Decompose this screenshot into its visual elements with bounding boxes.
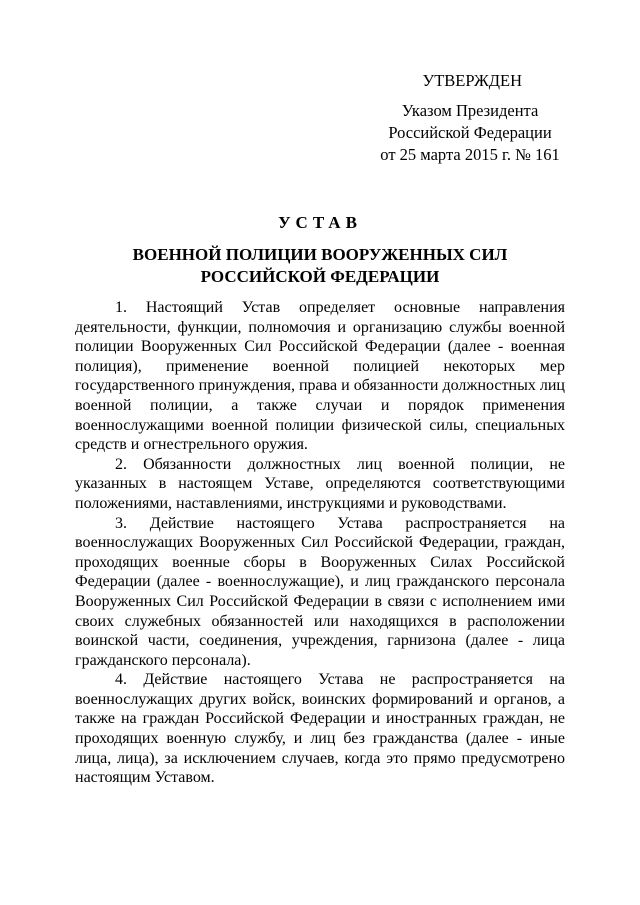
paragraph-1: 1. Настоящий Устав определяет основные направления деятельности, функции, полномочия и организацию службы военной полиции Вооруженных Сил Российской Федерации (далее - военная полиция), применение военной полицией некоторых мер государственного принуждения, права и обязанности должностных лиц военной полиции, а также случаи и порядок применения военнослужащими военной полиции физической силы, специальных средств и огнестрельного оружия. <box>75 299 565 454</box>
paragraph-4: 4. Действие настоящего Устава не распространяется на военнослужащих других войск, воинских формирований и органов, а также на граждан Российской Федерации и иностранных граждан, не проходящих военную службу, и лиц без гражданства (далее - иные лица, лица), за исключением случаев, когда это прямо предусмотрено настоящим Уставом. <box>75 671 565 787</box>
document-subtitle-line-1: ВОЕННОЙ ПОЛИЦИИ ВООРУЖЕННЫХ СИЛ <box>132 245 508 264</box>
document-body <box>75 298 565 788</box>
document-type: УСТАВ <box>278 213 362 232</box>
document-subtitle-line-2: РОССИЙСКОЙ ФЕДЕРАЦИИ <box>200 267 440 286</box>
paragraph-3: 3. Действие настоящего Устава распространяется на военнослужащих Вооруженных Сил Российской Федерации, граждан, проходящих военные сборы в Вооруженных Силах Российской Федерации (далее - военнослужащие), и лиц гражданского персонала Вооруженных Сил Российской Федерации в связи с исполнением ими своих служебных обязанностей или находящихся в расположении воинской части, соединения, учреждения, гарнизона (далее - лица гражданского персонала). <box>75 514 565 669</box>
approval-line-country: Российской Федерации <box>388 123 552 142</box>
approval-line-date: от 25 марта 2015 г. № 161 <box>380 145 560 164</box>
document-title <box>75 212 565 288</box>
approval-heading: УТВЕРЖДЕН <box>422 71 522 90</box>
approval-stamp <box>370 70 570 166</box>
paragraph-2: 2. Обязанности должностных лиц военной полиции, не указанных в настоящем Уставе, определяются соответствующими положениями, наставлениями, инструкциями и руководствами. <box>75 455 565 512</box>
approval-line-decree: Указом Президента <box>401 101 539 120</box>
